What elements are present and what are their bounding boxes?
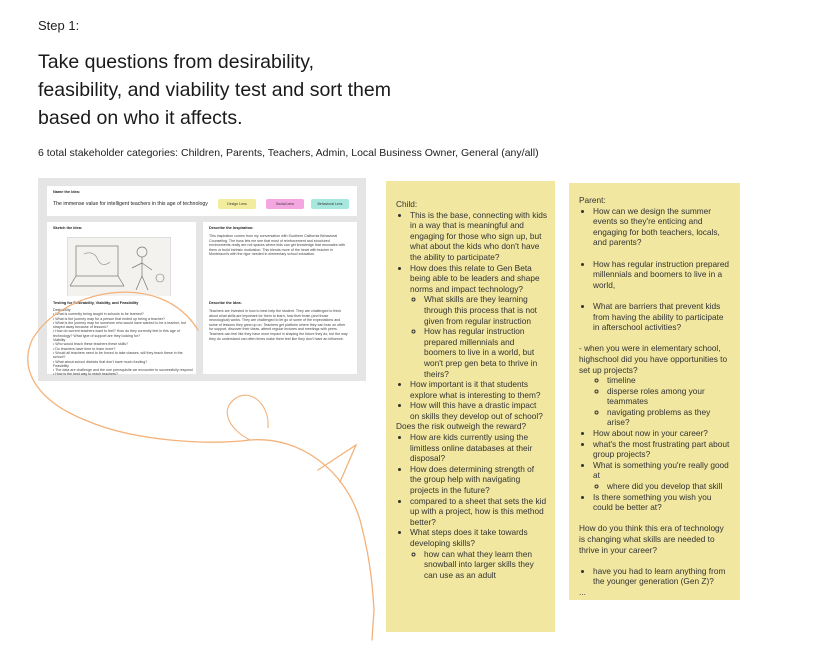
list-subitem: ◦ What skills are they learning through this process that is not given from regular instruction (424, 294, 547, 326)
list-item: • How can we design the summer events so they're enticing and engaging for both teachers, locals, and parents? (593, 206, 732, 248)
list-item (410, 527, 547, 580)
list-subitem: ◦ disperse roles among your teammates (607, 386, 732, 407)
describe-text: Teachers are invested in how to best help the student. They are challenged to think about what skills are important for them to learn, how their brain (and those neurological) works. They are challenged to let go of some of the expectations and some of lessons they grew up on. Teachers get platform where they can lean on other for support, discover their ideas, attend regular lectures and meetings with peers. Teachers can feel like they have more impact in shaping the future they do, but the way they do understand can often times make them feel like they don't have an influence. (209, 309, 348, 341)
list-item: • How are kids currently using the limitless online databases at their disposal? (410, 432, 547, 464)
list-item: • How will this have a drastic impact on skills they develop out of school? (410, 400, 547, 421)
parent-question-list (579, 301, 732, 333)
parent-question: - when you were in elementary school, highschool did you have opportunities to set up projects? (579, 343, 728, 375)
sketch-image (67, 237, 171, 299)
list-subitem: ◦ navigating problems as they arise? (607, 407, 732, 428)
parent-question-list (579, 566, 732, 587)
test-line: Feasibility (53, 363, 69, 368)
card-label: Testing for Desirability, Viability, and Feasibility (53, 301, 139, 305)
ellipsis: ... (579, 586, 586, 597)
page-title (38, 48, 458, 132)
describe-card (203, 296, 357, 374)
card-label: Name the Idea: (53, 190, 81, 194)
card-label: Describe the Idea: (209, 301, 242, 305)
list-item-text: What steps does it take towards developing skills? (410, 527, 528, 548)
list-item: • Is there something you wish you could be better at? (593, 492, 732, 513)
list-item: • have you had to learn anything from the younger generation (Gen Z)? (593, 566, 732, 587)
headline-line: feasibility, and viability test and sort them (38, 79, 391, 101)
list-item: • This is the base, connecting with kids in a way that is meaningful and engaging for those who sign up, but what about the kids who don't have the ability to participate? (410, 210, 547, 263)
list-item: • compared to a sheet that sets the kid up with a project, how is this method better? (410, 496, 547, 528)
list-item: • What is something you're really good at (593, 460, 732, 481)
test-line: • What is currently being taught in schools to be learned? (53, 312, 144, 317)
list-subitem: ◦ timeline (607, 375, 732, 386)
parent-question: How do you think this era of technology is changing what skills are needed to thrive in your career? (579, 523, 724, 555)
test-line: • Who would teach these teachers these skills? (53, 342, 128, 347)
list-item: • What are barriers that prevent kids from having the ability to participate in afterschool activities? (593, 301, 732, 333)
test-line: • What about school districts that don't have much funding? (53, 359, 148, 364)
child-question-list (396, 210, 547, 422)
idea-title: The immense value for intelligent teachers in this age of technology (53, 201, 208, 207)
test-line: Viability (53, 338, 66, 343)
child-question-list-2 (396, 432, 547, 580)
card-label: Sketch the Idea: (53, 226, 83, 230)
sticky-title: Child: (396, 199, 418, 209)
idea-board-thumbnail[interactable] (38, 178, 366, 381)
list-subitem: ◦ where did you develop that skill (607, 481, 732, 492)
card-label: Describe the Inspiration: (209, 226, 254, 230)
testing-list (53, 308, 193, 377)
lens-pill: Behavioral Lens (311, 199, 349, 209)
list-subitem: ◦ how can what they learn then snowball into larger skills they can use as an adult (424, 549, 547, 581)
test-line: • How do current teachers want to feel? How do they currently feel in this age of technology? What type of support are they looking for? (53, 329, 180, 338)
list-subitem: ◦ How has regular instruction prepared millennials and boomers to live in a world, but won't prep gen beta to thrive in theirs? (424, 326, 547, 379)
child-sticky-note[interactable] (386, 181, 555, 632)
list-item: • what's the most frustrating part about group projects? (593, 439, 732, 460)
test-line: • How is the best way to reach teachers? (53, 372, 118, 377)
sticky-title: Parent: (579, 195, 606, 205)
test-line: • The data are challenge and the one prerequisite we encounter to successfully respond (53, 368, 193, 373)
headline-line: based on who it affects. (38, 107, 243, 129)
parent-question-list (579, 259, 732, 291)
test-line: • What is the journey map for a person that ended up being a teacher? (53, 316, 165, 321)
parent-sticky-note[interactable] (569, 183, 740, 600)
list-item: • How does determining strength of the group help with navigating projects in the future? (410, 464, 547, 496)
lens-pill: Design Lens (218, 199, 256, 209)
list-item: • How about now in your career? (593, 428, 732, 439)
list-item (410, 263, 547, 380)
headline-line: Take questions from desirability, (38, 51, 315, 73)
step-label: Step 1: (38, 18, 80, 33)
name-idea-card (47, 186, 357, 216)
list-continuation: Does the risk outweigh the reward? (396, 421, 527, 432)
list-item-text: How does this relate to Gen Beta being able to be leaders and shape norms and impact technology? (410, 262, 540, 294)
list-item: • How has regular instruction prepared millennials and boomers to live in a world, (593, 259, 732, 291)
parent-sublist (579, 375, 732, 513)
list-item: • How important is it that students explore what is interesting to them? (410, 379, 547, 400)
testing-card (47, 296, 196, 377)
test-line: Desirability (53, 308, 71, 312)
test-line: • What is the journey map for someone who would have wanted to be a teacher, but strayed away because of lessons? (53, 320, 187, 330)
inspiration-text: This inspiration comes from my conversation with Southern California Behavioral Counseling. The boss lets me see that most of reinforcement and structured environments really are not spaces where kids can get knowledge that resonates with them or build intrinsic motivation. This blends more of the heart with teacher in Montessori's with the rigor needed in elementary school education. (209, 234, 346, 257)
parent-question-list (579, 206, 732, 248)
lens-pill: Social Lens (266, 199, 304, 209)
test-line: • Do teachers have time to learn more? (53, 346, 116, 351)
sketch-drawing (68, 238, 170, 298)
stakeholder-categories: 6 total stakeholder categories: Children, Parents, Teachers, Admin, Local Business Owner, General (any/all) (38, 147, 539, 159)
test-line: • Would all teachers need to be forced to take classes, will they teach these in the school? (53, 350, 183, 360)
